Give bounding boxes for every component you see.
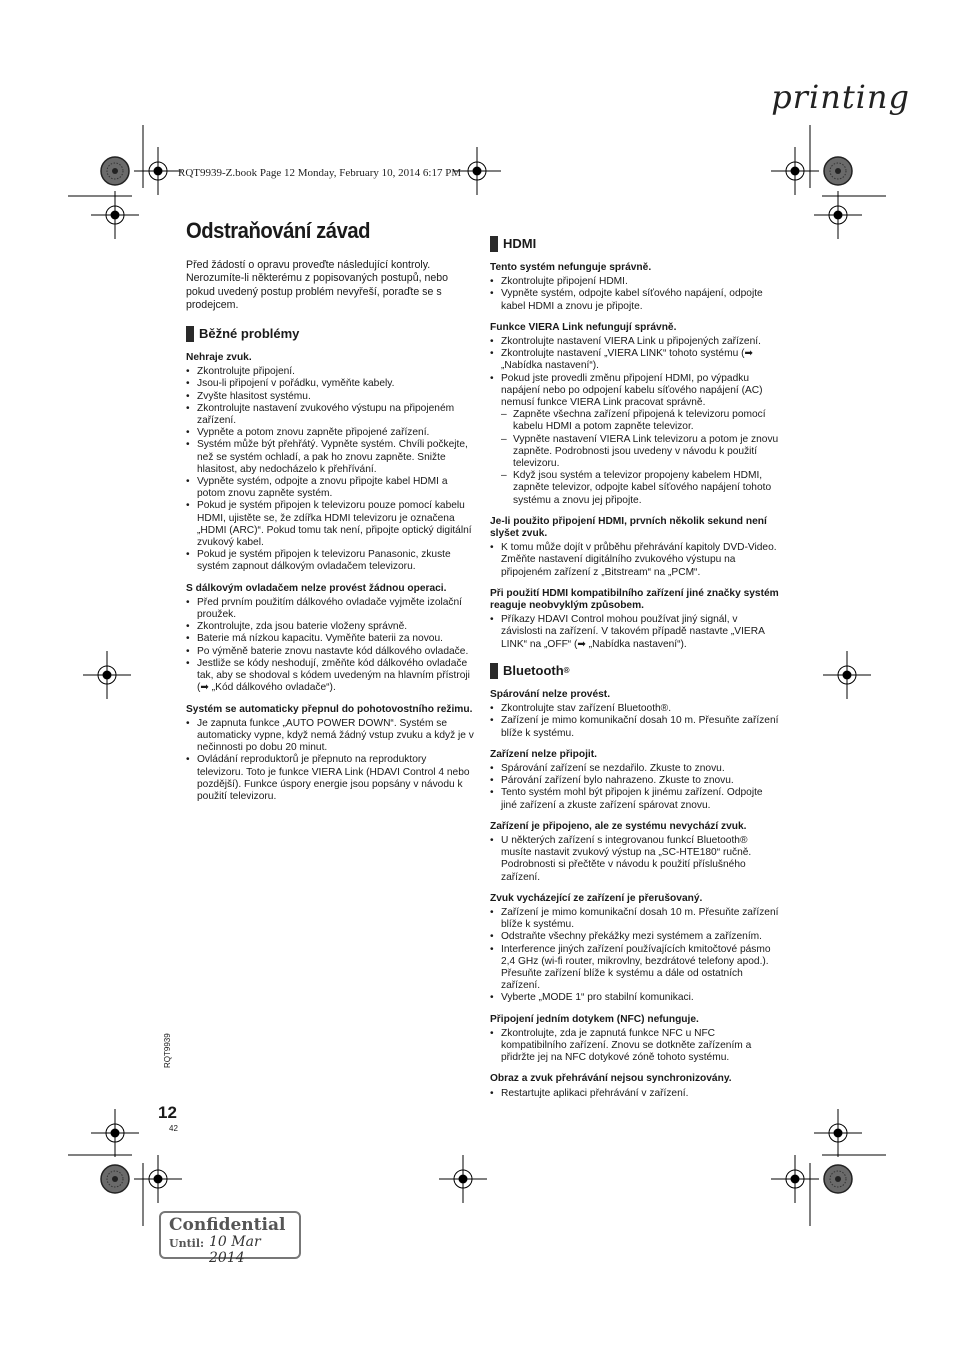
solution-list bbox=[490, 336, 780, 507]
solution-list bbox=[490, 614, 780, 651]
section-bar-icon bbox=[186, 326, 194, 342]
solution-item: • Zkontrolujte, zda jsou baterie vloženy správně. bbox=[186, 621, 474, 633]
page-number: 12 bbox=[158, 1103, 177, 1122]
problem-question: Spárování nelze provést. bbox=[490, 688, 611, 700]
page-sub-number: 42 bbox=[169, 1124, 178, 1133]
solution-item: • Vypněte a potom znovu zapněte připojené zařízení. bbox=[186, 427, 474, 439]
solution-item: • Příkazy HDAVI Control mohou používat jiný signál, v závislosti na zařízení. V takovém případě nastavte „VIERA LINK“ na „OFF“ (➡ „Nabídka nastavení“). bbox=[490, 614, 780, 651]
solution-list bbox=[186, 366, 474, 573]
solution-item: • Po výměně baterie znovu nastavte kód dálkového ovladače. bbox=[186, 646, 474, 658]
section-heading-hdmi: HDMI bbox=[490, 236, 780, 252]
sub-step-list bbox=[501, 409, 780, 507]
section-bar-icon bbox=[490, 663, 498, 679]
problem-question: Funkce VIERA Link nefungují správně. bbox=[490, 321, 677, 333]
problem-question: Zvuk vycházející ze zařízení je přerušovaný. bbox=[490, 892, 703, 904]
star-mark-bottom-right bbox=[824, 1165, 852, 1193]
until-date: 10 Mar 2014 bbox=[209, 1234, 261, 1266]
solution-item: • Zkontrolujte stav zařízení Bluetooth®. bbox=[490, 703, 780, 715]
solution-item: • Odstraňte všechny překážky mezi systémem a zařízením. bbox=[490, 931, 780, 943]
star-mark-top-left bbox=[101, 157, 129, 185]
solution-item: • Je zapnuta funkce „AUTO POWER DOWN“. Systém se automaticky vypne, když nemá žádný vstup zvuku a když je v nečinnosti po dobu 20 minut. bbox=[186, 718, 474, 755]
left-column bbox=[186, 218, 474, 812]
problem-question: Systém se automaticky přepnul do pohotovostního režimu. bbox=[186, 703, 473, 715]
bluetooth-problem-list bbox=[490, 689, 780, 1100]
solution-item: • Zkontrolujte připojení HDMI. bbox=[490, 276, 780, 288]
solution-item: • Systém může být přehřátý. Vypněte systém. Chvíli počkejte, než se systém ochladí, a pak ho znovu zapněte. Snižte hlasitost, aby nedocházelo k přehřívání. bbox=[186, 439, 474, 476]
star-mark-bottom-left bbox=[101, 1165, 129, 1193]
solution-item: • Před prvním použitím dálkového ovladače vyjměte izolační proužek. bbox=[186, 597, 474, 621]
solution-item: • K tomu může dojít v průběhu přehrávání kapitoly DVD-Video. Změňte nastavení digitálního zvukového výstupu na připojeném zařízení z „Bitstream“ na „PCM“. bbox=[490, 542, 780, 579]
solution-item: • Vypněte systém, odpojte a znovu připojte kabel HDMI a potom znovu zapněte systém. bbox=[186, 476, 474, 500]
solution-item: • Zkontrolujte nastavení „VIERA LINK“ tohoto systému (➡ „Nabídka nastavení“). bbox=[490, 348, 780, 372]
problem-question: S dálkovým ovladačem nelze provést žádnou operaci. bbox=[186, 582, 447, 594]
solution-item: • Pokud jste provedli změnu připojení HDMI, po výpadku napájení nebo po odpojení kabelu síťového napájení (AC) nemusí funkce VIERA Link pracovat správně. – Zapněte všechna zařízení připojená k televizoru pomocí kabelu HDMI a potom zapněte televizor. – Vypněte nastavení VIERA Link televizoru a potom je znovu zapněte. Podrobnosti jsou uvedeny v návodu k použití televizoru. – Když jsou systém a televizor propojeny kabelem HDMI, zapněte televizor, odpojte kabel síťového napájení tohoto systému a znovu jej připojte. bbox=[490, 373, 780, 507]
solution-item: • Pokud je systém připojen k televizoru Panasonic, zkuste systém zapnout dálkovým ovladačem televizoru. bbox=[186, 549, 474, 573]
solution-list bbox=[490, 907, 780, 1005]
section-bar-icon bbox=[490, 236, 498, 252]
solution-list bbox=[490, 542, 780, 579]
solution-list bbox=[186, 718, 474, 803]
solution-list bbox=[490, 703, 780, 740]
problem-question: Tento systém nefunguje správně. bbox=[490, 262, 652, 273]
solution-item: • U některých zařízení s integrovanou funkcí Bluetooth® musíte nastavit zvukový výstup na „SC-HTE180“ ručně. Podrobnosti si přečtěte v návodu k použití příslušného zařízení. bbox=[490, 835, 780, 884]
problem-question: Zařízení je připojeno, ale ze systému nevychází zvuk. bbox=[490, 820, 747, 832]
until-label: Until: bbox=[169, 1237, 205, 1250]
solution-item: • Vyberte „MODE 1“ pro stabilní komunikaci. bbox=[490, 992, 780, 1004]
page-title: Odstraňování závad bbox=[186, 218, 371, 243]
problem-question: Při použití HDMI kompatibilního zařízení jiné značky systém reaguje neobvyklým způsobem. bbox=[490, 587, 779, 612]
printing-stamp: printing bbox=[771, 78, 910, 116]
sub-step-item: – Vypněte nastavení VIERA Link televizoru a potom je znovu zapněte. Podrobnosti jsou uvedeny v návodu k použití televizoru. bbox=[501, 434, 780, 471]
solution-item: • Ovládání reproduktorů je přepnuto na reproduktory televizoru. Toto je funkce VIERA Link (HDAVI Control 4 nebo pozdější). Funkce úspory energie jsou popsány v návodu k použití televizoru. bbox=[186, 754, 474, 803]
left-problem-list bbox=[186, 352, 474, 803]
solution-item: • Zařízení je mimo komunikační dosah 10 m. Přesuňte zařízení blíže k systému. bbox=[490, 715, 780, 739]
problem-question: Zařízení nelze připojit. bbox=[490, 748, 597, 760]
solution-list bbox=[490, 763, 780, 812]
solution-item: • Zkontrolujte nastavení VIERA Link u připojených zařízení. bbox=[490, 336, 780, 348]
problem-question: Připojení jedním dotykem (NFC) nefunguje. bbox=[490, 1013, 699, 1025]
page-code: RQT9939 bbox=[163, 1033, 172, 1068]
solution-item: • Jsou-li připojení v pořádku, vyměňte kabely. bbox=[186, 378, 474, 390]
sub-step-item: – Když jsou systém a televizor propojeny kabelem HDMI, zapněte televizor, odpojte kabel síťového napájení tohoto systému a znovu jej připojte. bbox=[501, 470, 780, 507]
intro-paragraph: Před žádostí o opravu proveďte následující kontroly. Nerozumíte-li některému z popisovaných postupů, nebo pokud uvedený postup problém nevyřeší, poraďte se s prodejcem. bbox=[186, 259, 449, 311]
solution-item: • Tento systém mohl být připojen k jinému zařízení. Odpojte jiné zařízení a zkuste zařízení spárovat znovu. bbox=[490, 787, 780, 811]
star-mark-top-right bbox=[824, 157, 852, 185]
solution-item: • Restartujte aplikaci přehrávání v zařízení. bbox=[490, 1088, 780, 1100]
solution-list bbox=[490, 1088, 780, 1100]
solution-list bbox=[186, 597, 474, 695]
solution-list bbox=[490, 276, 780, 313]
solution-item: • Vypněte systém, odpojte kabel síťového napájení, odpojte kabel HDMI a znovu je připojte. bbox=[490, 288, 780, 312]
problem-question: Je-li použito připojení HDMI, prvních několik sekund není slyšet zvuk. bbox=[490, 515, 767, 540]
solution-list bbox=[490, 835, 780, 884]
solution-item: • Interference jiných zařízení používajících kmitočtové pásmo 2,4 GHz (wi-fi router, mikrovlny, bezdrátové telefony apod.). Přesuňte zařízení blíže k systému a dále od ostatních zařízení. bbox=[490, 944, 780, 993]
solution-item: • Zvyšte hlasitost systému. bbox=[186, 391, 474, 403]
solution-item: • Jestliže se kódy neshodují, změňte kód dálkového ovladače tak, aby se shodoval s kódem uvedeným na hlavním přístroji (➡ „Kód dálkového ovladače“). bbox=[186, 658, 474, 695]
sub-step-item: – Zapněte všechna zařízení připojená k televizoru pomocí kabelu HDMI a potom zapněte televizor. bbox=[501, 409, 780, 433]
solution-item: • Zkontrolujte, zda je zapnutá funkce NFC u NFC kompatibilního zařízení. Znovu se dotkněte zařízením a přidržte jej na NFC dotykové zóně tohoto systému. bbox=[490, 1028, 780, 1065]
section-heading-bluetooth: Bluetooth ® bbox=[490, 663, 780, 679]
solution-item: • Zkontrolujte nastavení zvukového výstupu na připojeném zařízení. bbox=[186, 403, 474, 427]
problem-question: Nehraje zvuk. bbox=[186, 352, 252, 364]
solution-item: • Pokud je systém připojen k televizoru pouze pomocí kabelu HDMI, ujistěte se, že zdířka HDMI televizoru je označena „HDMI (ARC)“. Pokud tomu tak není, připojte optický digitální zvukový kabel. bbox=[186, 500, 474, 549]
solution-list bbox=[490, 1028, 780, 1065]
confidential-stamp bbox=[159, 1211, 301, 1266]
book-info-line: RQT9939-Z.book Page 12 Monday, February 10, 2014 6:17 PM bbox=[178, 167, 462, 179]
hdmi-problem-list bbox=[490, 262, 780, 651]
solution-item: • Zařízení je mimo komunikační dosah 10 m. Přesuňte zařízení blíže k systému. bbox=[490, 907, 780, 931]
problem-question: Obraz a zvuk přehrávání nejsou synchronizovány. bbox=[490, 1073, 732, 1085]
solution-item: • Zkontrolujte připojení. bbox=[186, 366, 474, 378]
solution-item: • Baterie má nízkou kapacitu. Vyměňte baterii za novou. bbox=[186, 633, 474, 645]
confidential-label: Confidential bbox=[169, 1215, 286, 1235]
section-heading-common: Běžné problémy bbox=[186, 326, 474, 342]
solution-item: • Spárování zařízení se nezdařilo. Zkuste to znovu. bbox=[490, 763, 780, 775]
solution-item: • Párování zařízení bylo nahrazeno. Zkuste to znovu. bbox=[490, 775, 780, 787]
right-column bbox=[490, 230, 780, 1109]
